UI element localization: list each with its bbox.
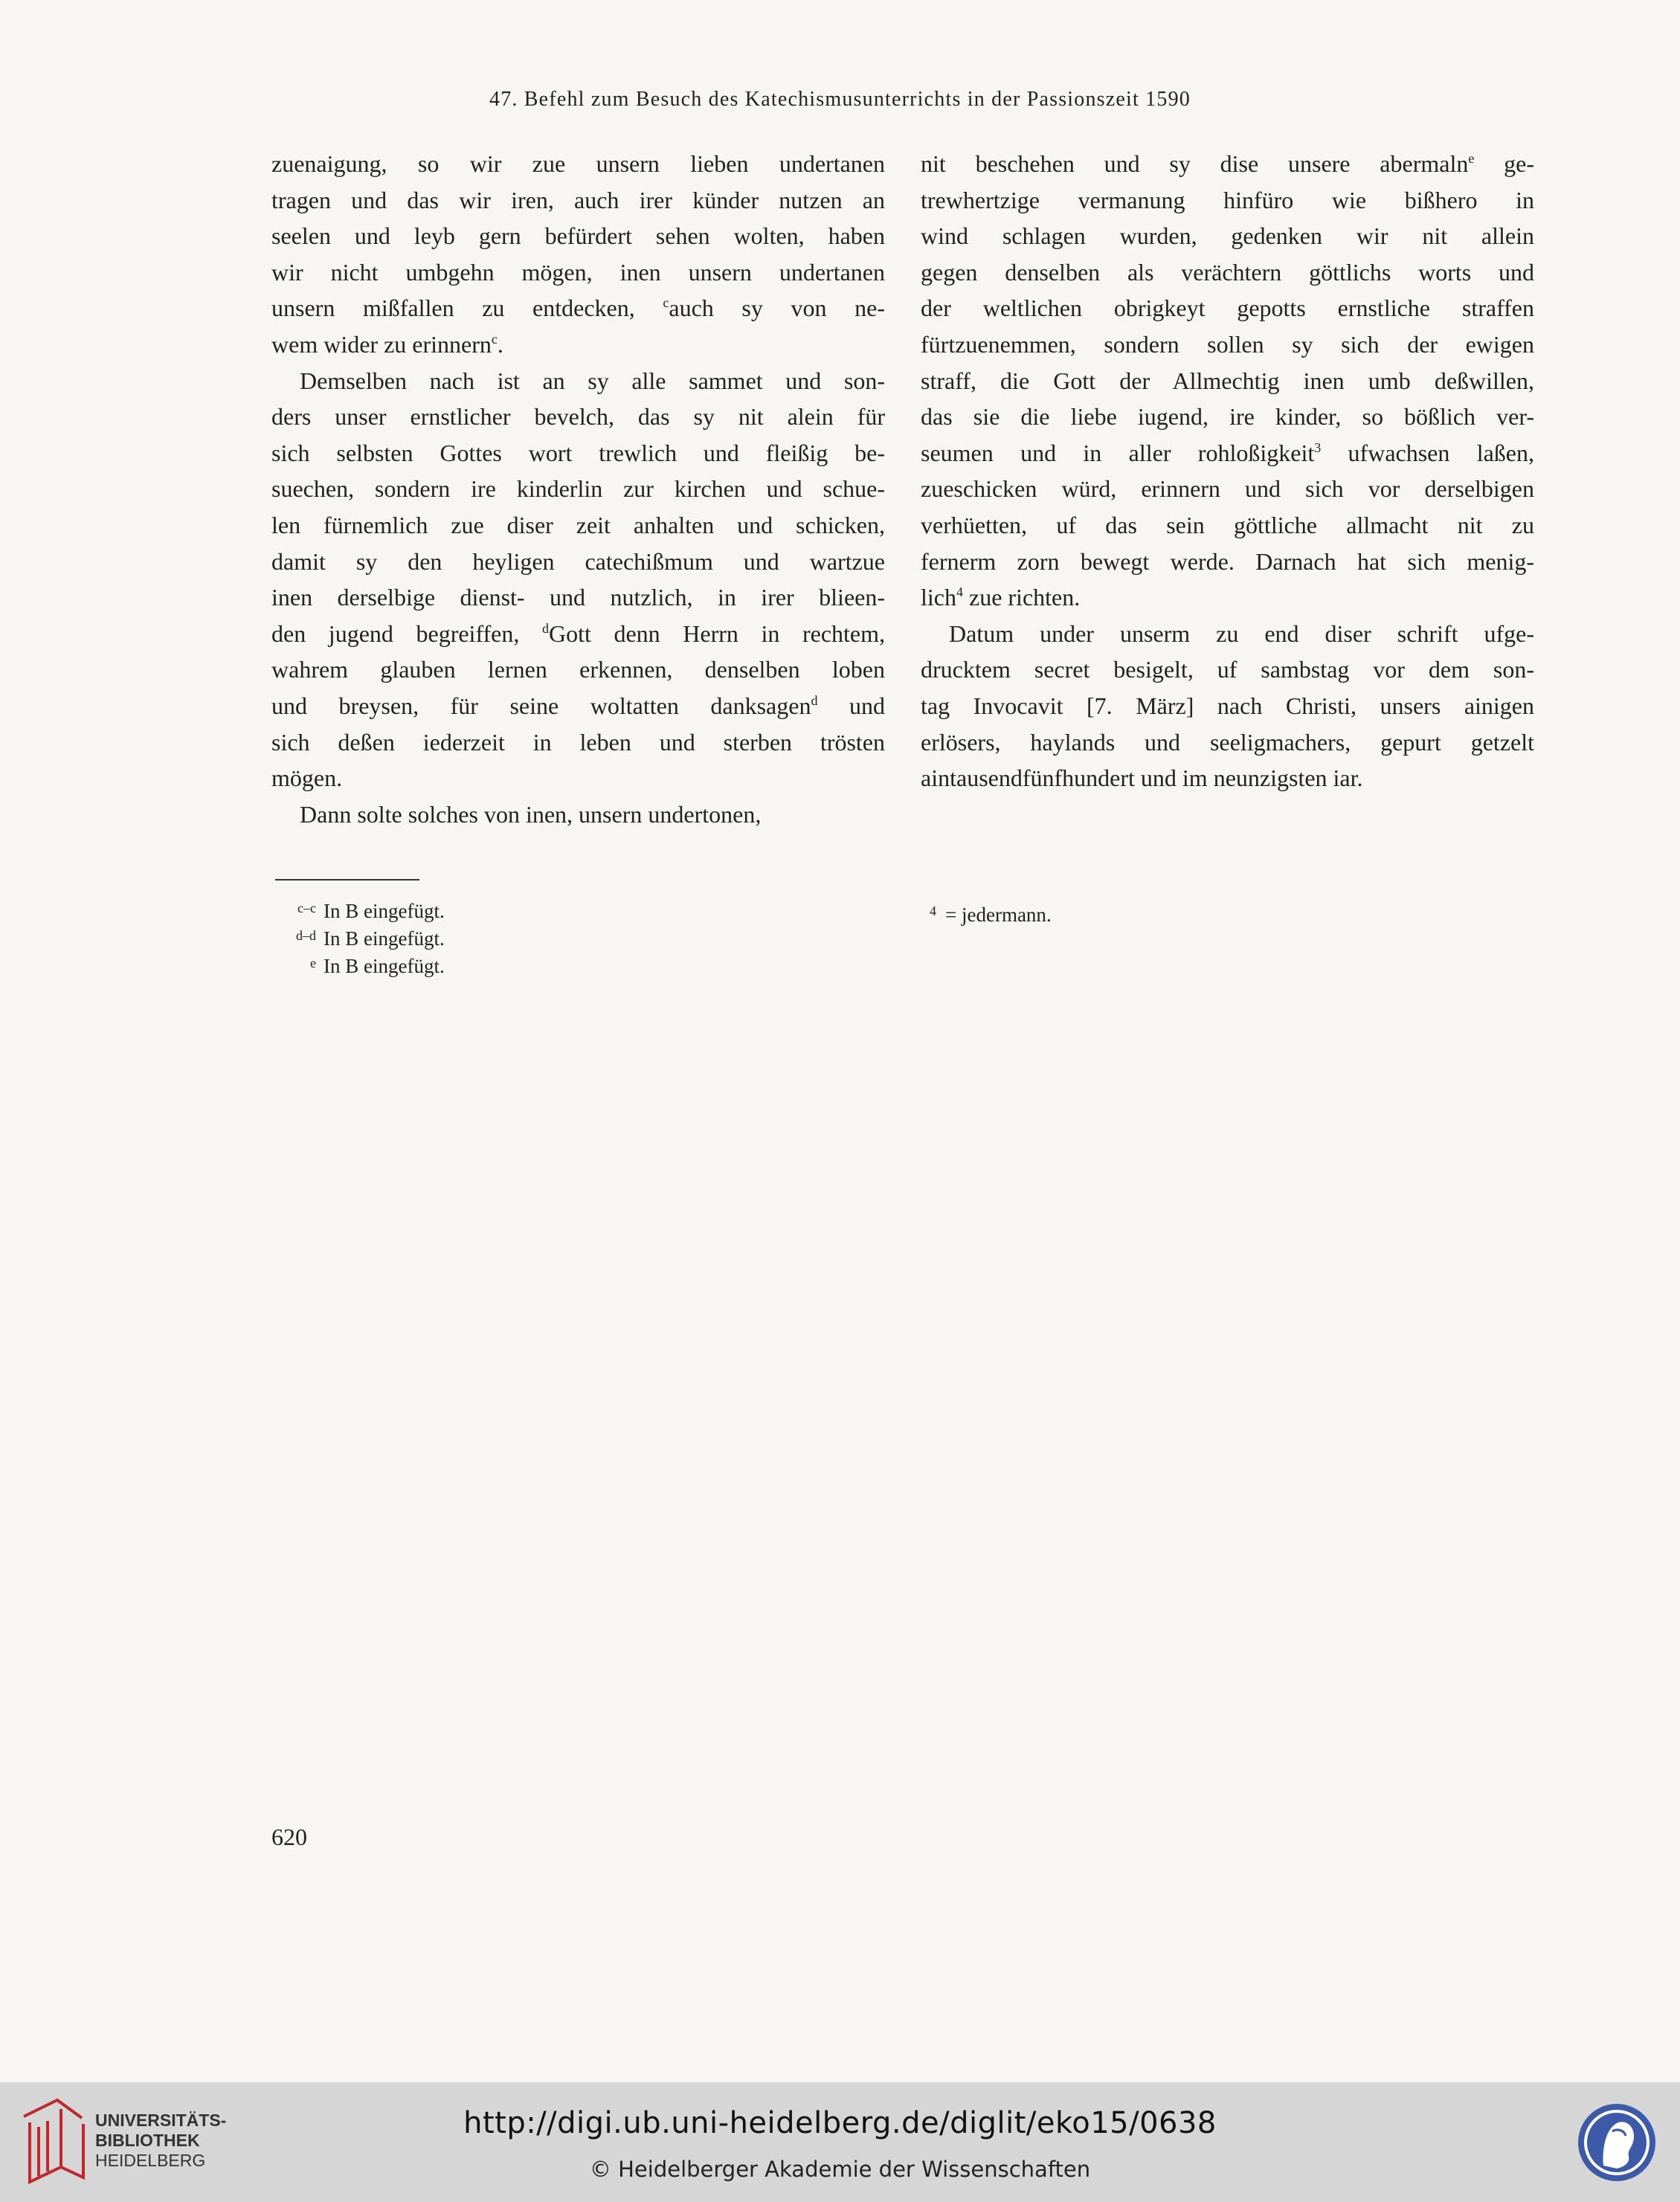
text-line: gegen denselben als verächtern göttlichs worts und xyxy=(921,258,1534,286)
text-line: sich deßen iederzeit in leben und sterben trösten xyxy=(271,728,885,756)
text-line: len fürnemlich zue diser zeit anhalten und schicken, xyxy=(271,511,885,538)
text-line: nit beschehen und sy dise unsere abermaln$^e$ ge- xyxy=(921,150,1535,177)
text-line: wind schlagen wurden, gedenken wir nit allein xyxy=(921,222,1534,250)
footnote: d–d In B eingefügt. xyxy=(296,927,445,950)
footnote: e In B eingefügt. xyxy=(310,955,445,977)
footnote-marker: c xyxy=(491,331,498,347)
text-line: der weltlichen obrigkeyt gepotts ernstliche straffen xyxy=(921,294,1534,322)
text-line: lich$^4$ zue richten. xyxy=(921,584,1081,611)
text-line: fürtzuenemmen, sondern sollen sy sich der ewigen xyxy=(921,330,1534,358)
running-header: 47. Befehl zum Besuch des Katechismusunterrichts in der Passionszeit 1590 xyxy=(489,88,1191,111)
text-line: wir nicht umbgehn mögen, inen unsern undertanen xyxy=(271,258,885,286)
footnote-marker: 4 xyxy=(956,585,963,600)
text-line: unsern mißfallen zu entdecken, $^c$auch sy von ne- xyxy=(271,294,886,322)
footnote-divider xyxy=(275,879,419,881)
page-number: 620 xyxy=(271,1823,307,1850)
footnote-marker: e xyxy=(1468,151,1475,166)
library-name: UNIVERSITÄTS- BIBLIOTHEK HEIDELBERG xyxy=(95,2111,227,2170)
text-line: wahrem glauben lernen erkennen, denselben loben xyxy=(271,656,885,683)
text-line: mögen. xyxy=(271,764,343,792)
text-line: zuenaigung, so wir zue unsern lieben undertanen xyxy=(271,150,885,177)
text-line: aintausendfünfhundert und im neunzigsten iar. xyxy=(921,764,1363,792)
footnote: $^4$ = jedermann. xyxy=(930,904,1052,926)
text-line: den jugend begreiffen, $^d$Gott denn Herrn in rechtem, xyxy=(271,619,885,647)
footnotes-left xyxy=(271,898,643,980)
text-line: wem wider zu erinnern$^c$. xyxy=(271,330,503,358)
text-line: inen derselbige dienst- und nutzlich, in irer blieen- xyxy=(271,584,885,611)
footnote-marker: c xyxy=(663,295,669,311)
text-line: suechen, sondern ire kinderlin zur kirchen und schue- xyxy=(271,475,885,503)
footnote-marker: 3 xyxy=(1314,440,1322,455)
text-line: Demselben nach ist an sy alle sammet und son- xyxy=(300,367,885,394)
text-line: seelen und leyb gern befürdert sehen wolten, haben xyxy=(271,222,885,250)
text-line: und breysen, für seine woltatten danksagen$^d$ und xyxy=(271,692,885,719)
copyright-notice: © Heidelberger Akademie der Wissenschaften xyxy=(589,2157,1091,2182)
academy-seal-icon xyxy=(1575,2099,1658,2186)
text-line: das sie die liebe iugend, ire kinder, so bößlich ver- xyxy=(921,403,1534,431)
text-line: zueschicken würd, erinnern und sich vor derselbigen xyxy=(921,475,1534,503)
footnotes-right xyxy=(930,898,1301,929)
text-line: verhüetten, uf das sein göttliche allmacht nit zu xyxy=(921,511,1534,538)
text-line: seumen und in aller rohloßigkeit$^3$ ufwachsen laßen, xyxy=(921,439,1534,466)
text-line: tragen und das wir iren, auch irer künder nutzen an xyxy=(271,186,885,213)
text-line: damit sy den heyligen catechißmum und wartzue xyxy=(271,547,885,575)
text-line: Datum under unserm zu end diser schrift ufge- xyxy=(949,619,1534,647)
footnote: c–c In B eingefügt. xyxy=(297,900,445,922)
text-line: trewhertzige vermanung hinfüro wie bißhero in xyxy=(921,186,1534,213)
text-line: ders unser ernstlicher bevelch, das sy nit alein für xyxy=(271,403,885,431)
text-line: straff, die Gott der Allmechtig inen umb deßwillen, xyxy=(921,367,1534,394)
text-line: sich selbsten Gottes wort trewlich und fleißig be- xyxy=(271,439,885,466)
text-line: erlösers, haylands und seeligmachers, gepurt getzelt xyxy=(921,728,1534,756)
permalink-url[interactable]: http://digi.ub.uni-heidelberg.de/diglit/eko15/0638 xyxy=(463,2106,1217,2140)
footnote-marker: d xyxy=(541,620,549,636)
footnote-marker: d xyxy=(811,692,818,708)
text-line: fernerm zorn bewegt werde. Darnach hat sich menig- xyxy=(921,547,1534,575)
viewer-footer xyxy=(0,2082,1680,2202)
text-line: tag Invocavit [7. März] nach Christi, unsers ainigen xyxy=(921,692,1534,719)
left-text-column xyxy=(271,146,885,832)
right-text-column xyxy=(921,146,1534,796)
text-line: Dann solte solches von inen, unsern undertonen, xyxy=(300,800,762,828)
text-line: drucktem secret besigelt, uf sambstag vor dem son- xyxy=(921,656,1534,683)
